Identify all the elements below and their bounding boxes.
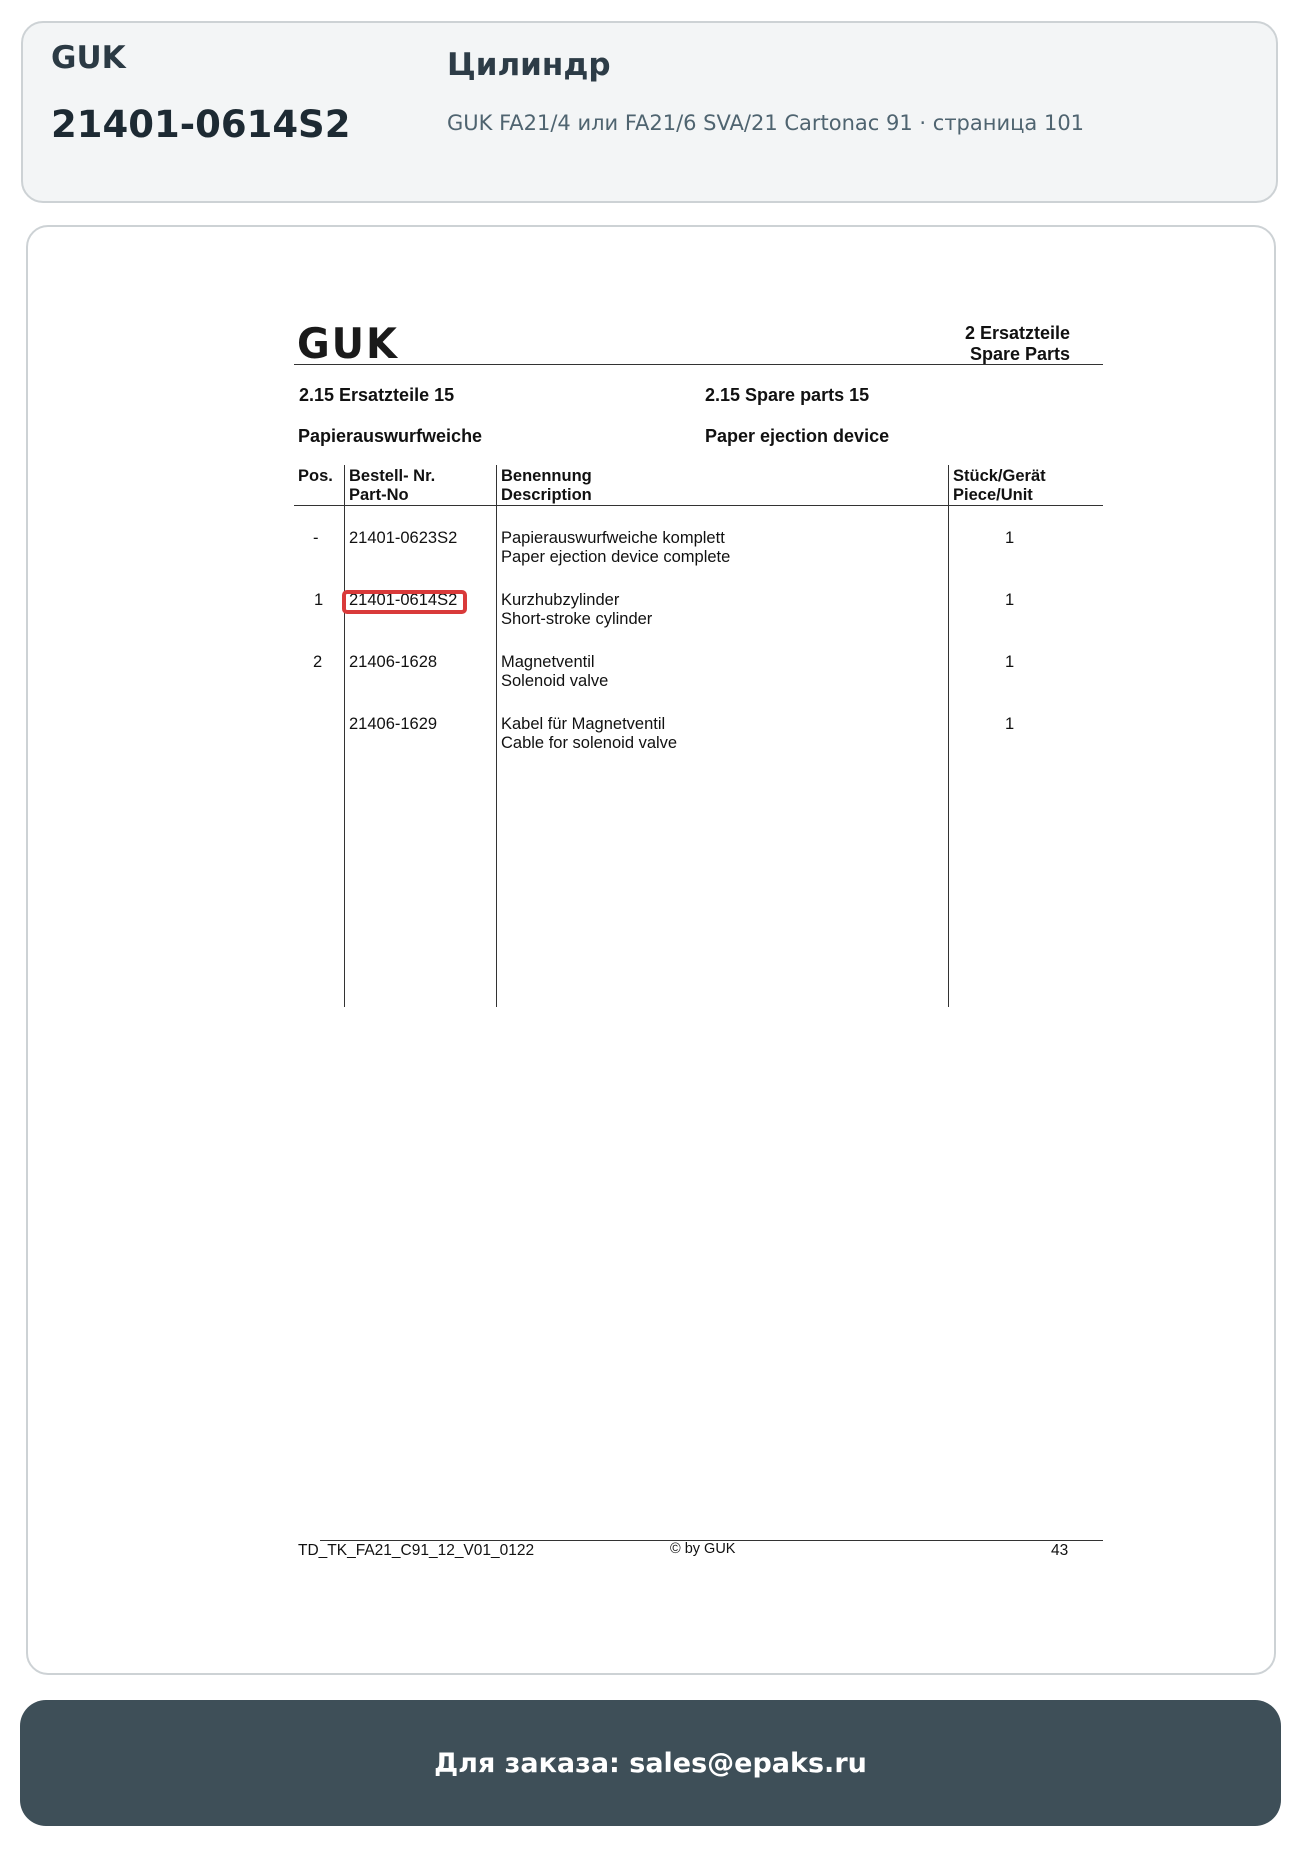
col-qty-de: Stück/Gerät xyxy=(953,467,1046,485)
product-subtitle: GUK FA21/4 или FA21/6 SVA/21 Cartonac 91 · страница 101 xyxy=(447,111,1085,135)
chapter-en: Spare Parts xyxy=(969,344,1070,364)
row-description xyxy=(501,591,652,629)
row-desc-en: Cable for solenoid valve xyxy=(501,734,678,752)
footer-doc-code: TD_TK_FA21_C91_12_V01_0122 xyxy=(298,1542,535,1559)
row-qty: 1 xyxy=(1005,591,1015,609)
row-description xyxy=(501,529,730,567)
col-divider-3 xyxy=(948,465,949,1007)
col-pos-header: Pos. xyxy=(298,467,333,485)
col-desc-en: Description xyxy=(501,486,592,504)
guk-logo: GUK xyxy=(297,319,399,368)
row-desc-en: Short-stroke cylinder xyxy=(501,610,653,628)
chapter-de: 2 Ersatzteile xyxy=(964,323,1070,343)
header-rule xyxy=(294,364,1103,365)
row-pos: - xyxy=(313,529,319,547)
row-qty: 1 xyxy=(1005,715,1015,733)
row-description xyxy=(501,653,608,691)
col-partno-en: Part-No xyxy=(349,486,409,504)
assembly-title-en: Paper ejection device xyxy=(705,426,890,446)
part-number: 21401-0614S2 xyxy=(51,103,351,146)
table-header-rule xyxy=(294,505,1103,506)
row-part-number: 21401-0623S2 xyxy=(349,529,458,547)
product-title: Цилиндр xyxy=(447,47,611,83)
row-qty: 1 xyxy=(1005,653,1015,671)
part-highlight-box xyxy=(342,590,467,614)
document-preview xyxy=(26,225,1276,1675)
col-partno-de: Bestell- Nr. xyxy=(349,467,436,485)
order-contact-text[interactable]: Для заказа: sales@epaks.ru xyxy=(434,1747,867,1779)
row-desc-en: Paper ejection device complete xyxy=(501,548,731,566)
row-part-number-highlighted: 21401-0614S2 xyxy=(349,591,458,609)
row-desc-en: Solenoid valve xyxy=(501,672,609,690)
col-desc-header xyxy=(501,467,592,505)
order-contact-banner xyxy=(20,1700,1281,1826)
footer-page-number: 43 xyxy=(1051,1542,1069,1559)
row-qty: 1 xyxy=(1005,529,1015,547)
chapter-heading xyxy=(965,323,1070,365)
assembly-title-de: Papierauswurfweiche xyxy=(298,426,483,446)
row-pos: 1 xyxy=(314,591,324,609)
section-title-en: 2.15 Spare parts 15 xyxy=(705,385,870,405)
product-header xyxy=(21,21,1278,203)
section-title-de: 2.15 Ersatzteile 15 xyxy=(299,385,455,405)
footer-copyright: © by GUK xyxy=(670,1541,736,1557)
col-partno-header xyxy=(349,467,435,505)
col-divider-1 xyxy=(344,465,345,1007)
col-divider-2 xyxy=(496,465,497,1007)
row-part-number: 21406-1628 xyxy=(349,653,438,671)
col-qty-header xyxy=(953,467,1046,505)
col-desc-de: Benennung xyxy=(501,467,592,485)
row-desc-de: Kurzhubzylinder xyxy=(501,591,620,609)
col-qty-en: Piece/Unit xyxy=(953,486,1033,504)
row-desc-de: Papierauswurfweiche komplett xyxy=(501,529,725,547)
row-desc-de: Kabel für Magnetventil xyxy=(501,715,666,733)
row-description xyxy=(501,715,677,753)
parts-list-page xyxy=(28,227,1274,1673)
row-pos: 2 xyxy=(313,653,323,671)
row-part-number: 21406-1629 xyxy=(349,715,438,733)
brand-name: GUK xyxy=(51,40,126,76)
row-desc-de: Magnetventil xyxy=(501,653,595,671)
